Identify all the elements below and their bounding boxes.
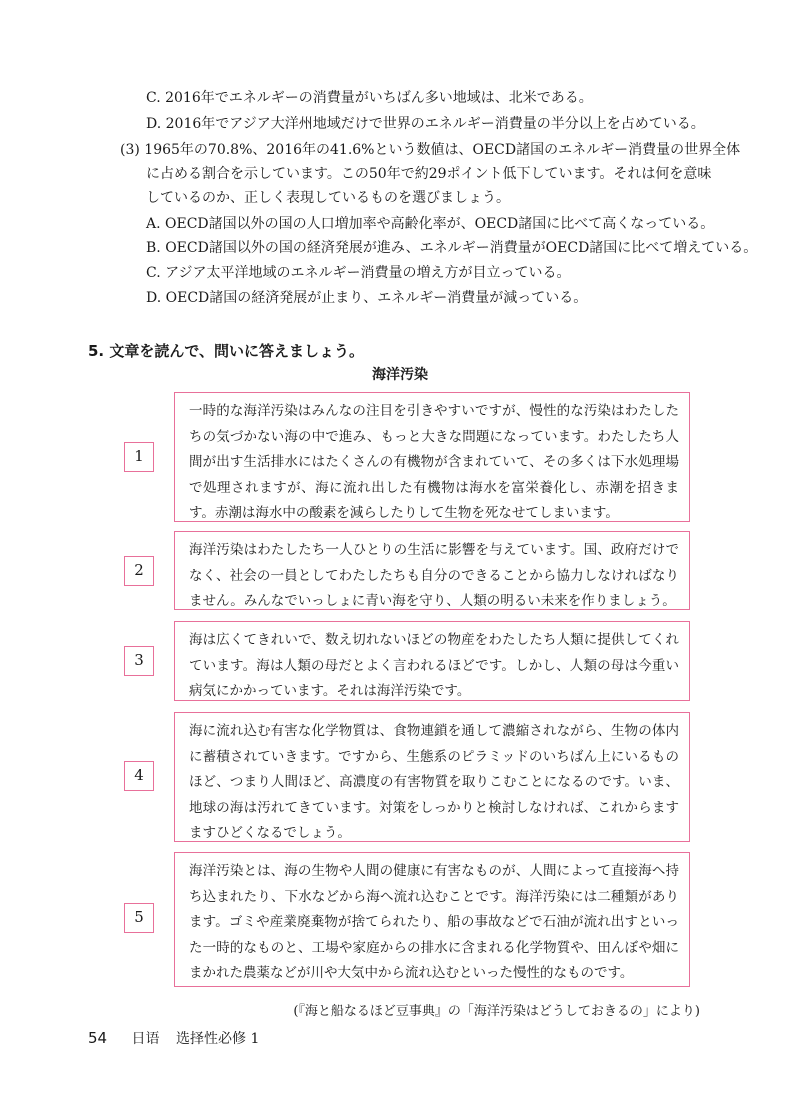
section-5-title: 5. 文章を読んで、問いに答えましょう。 <box>88 342 365 360</box>
q3-option-c: C. アジア太平洋地域のエネルギー消費量の増え方が目立っている。 <box>146 265 571 281</box>
paragraph-number-5: 5 <box>124 903 154 933</box>
paragraph-text-5: 海洋汚染とは、海の生物や人間の健康に有害なものが、人間によって直接海へ持ち込まれたり、下水などから海へ流れ込むことです。海洋汚染には二種類があります。ゴミや産業廃棄物が捨てられたり、船の事故などで石油が流れ出すといった一時的なものと、工場や家庭からの排水に含まれる化学物質や、田んぼや畑にまかれた農薬などが川や大気中から流れ込むといった慢性的なものです。 <box>174 852 690 987</box>
article-title: 海洋汚染 <box>372 367 428 383</box>
q3-line-1: (3) 1965年の70.8%、2016年の41.6%という数値は、OECD諸国のエネルギー消費量の世界全体 <box>120 142 741 158</box>
page-footer <box>88 1028 271 1048</box>
paragraph-number-4: 4 <box>124 761 154 791</box>
q3-line-2: に占める割合を示しています。この50年で約29ポイント低下しています。それは何を意味 <box>146 166 712 182</box>
citation: (『海と船なるほど豆事典』の「海洋汚染はどうしておきるの」により) <box>293 1004 700 1019</box>
paragraph-number-1: 1 <box>124 442 154 472</box>
book-volume: 选择性必修 1 <box>176 1031 260 1047</box>
page-number: 54 <box>88 1029 108 1047</box>
q3-line-3: しているのか、正しく表現しているものを選びましょう。 <box>146 190 510 206</box>
prev-option-d: D. 2016年でアジア大洋州地域だけで世界のエネルギー消費量の半分以上を占めている。 <box>146 116 705 132</box>
paragraph-number-2: 2 <box>124 556 154 586</box>
q3-option-b: B. OECD諸国以外の国の経済発展が進み、エネルギー消費量がOECD諸国に比べて増えている。 <box>146 240 758 256</box>
paragraph-text-4: 海に流れ込む有害な化学物質は、食物連鎖を通して濃縮されながら、生物の体内に蓄積されていきます。ですから、生態系のピラミッドのいちばん上にいるものほど、つまり人間ほど、高濃度の有害物質を取りこむことになるのです。いま、地球の海は汚れてきています。対策をしっかりと検討しなければ、これからますますひどくなるでしょう。 <box>174 712 690 842</box>
paragraph-text-3: 海は広くてきれいで、数え切れないほどの物産をわたしたち人類に提供してくれています。海は人類の母だとよく言われるほどです。しかし、人類の母は今重い病気にかかっています。それは海洋汚染です。 <box>174 621 690 701</box>
prev-option-c: C. 2016年でエネルギーの消費量がいちばん多い地域は、北米である。 <box>146 90 593 106</box>
book-title: 日语 <box>131 1031 160 1047</box>
q3-option-a: A. OECD諸国以外の国の人口増加率や高齢化率が、OECD諸国に比べて高くなっている。 <box>146 216 715 232</box>
q3-option-d: D. OECD諸国の経済発展が止まり、エネルギー消費量が減っている。 <box>146 290 588 306</box>
paragraph-number-3: 3 <box>124 646 154 676</box>
paragraph-text-1: 一時的な海洋汚染はみんなの注目を引きやすいですが、慢性的な汚染はわたしたちの気づかない海の中で進み、もっと大きな問題になっています。わたしたち人間が出す生活排水にはたくさんの有機物が含まれていて、その多くは下水処理場で処理されますが、海に流れ出した有機物は海水を富栄養化し、赤潮を招きます。赤潮は海水中の酸素を減らしたりして生物を死なせてしまいます。 <box>174 392 690 522</box>
paragraph-text-2: 海洋汚染はわたしたち一人ひとりの生活に影響を与えています。国、政府だけでなく、社会の一員としてわたしたちも自分のできることから協力しなければなりません。みんなでいっしょに青い海を守り、人類の明るい未来を作りましょう。 <box>174 531 690 610</box>
